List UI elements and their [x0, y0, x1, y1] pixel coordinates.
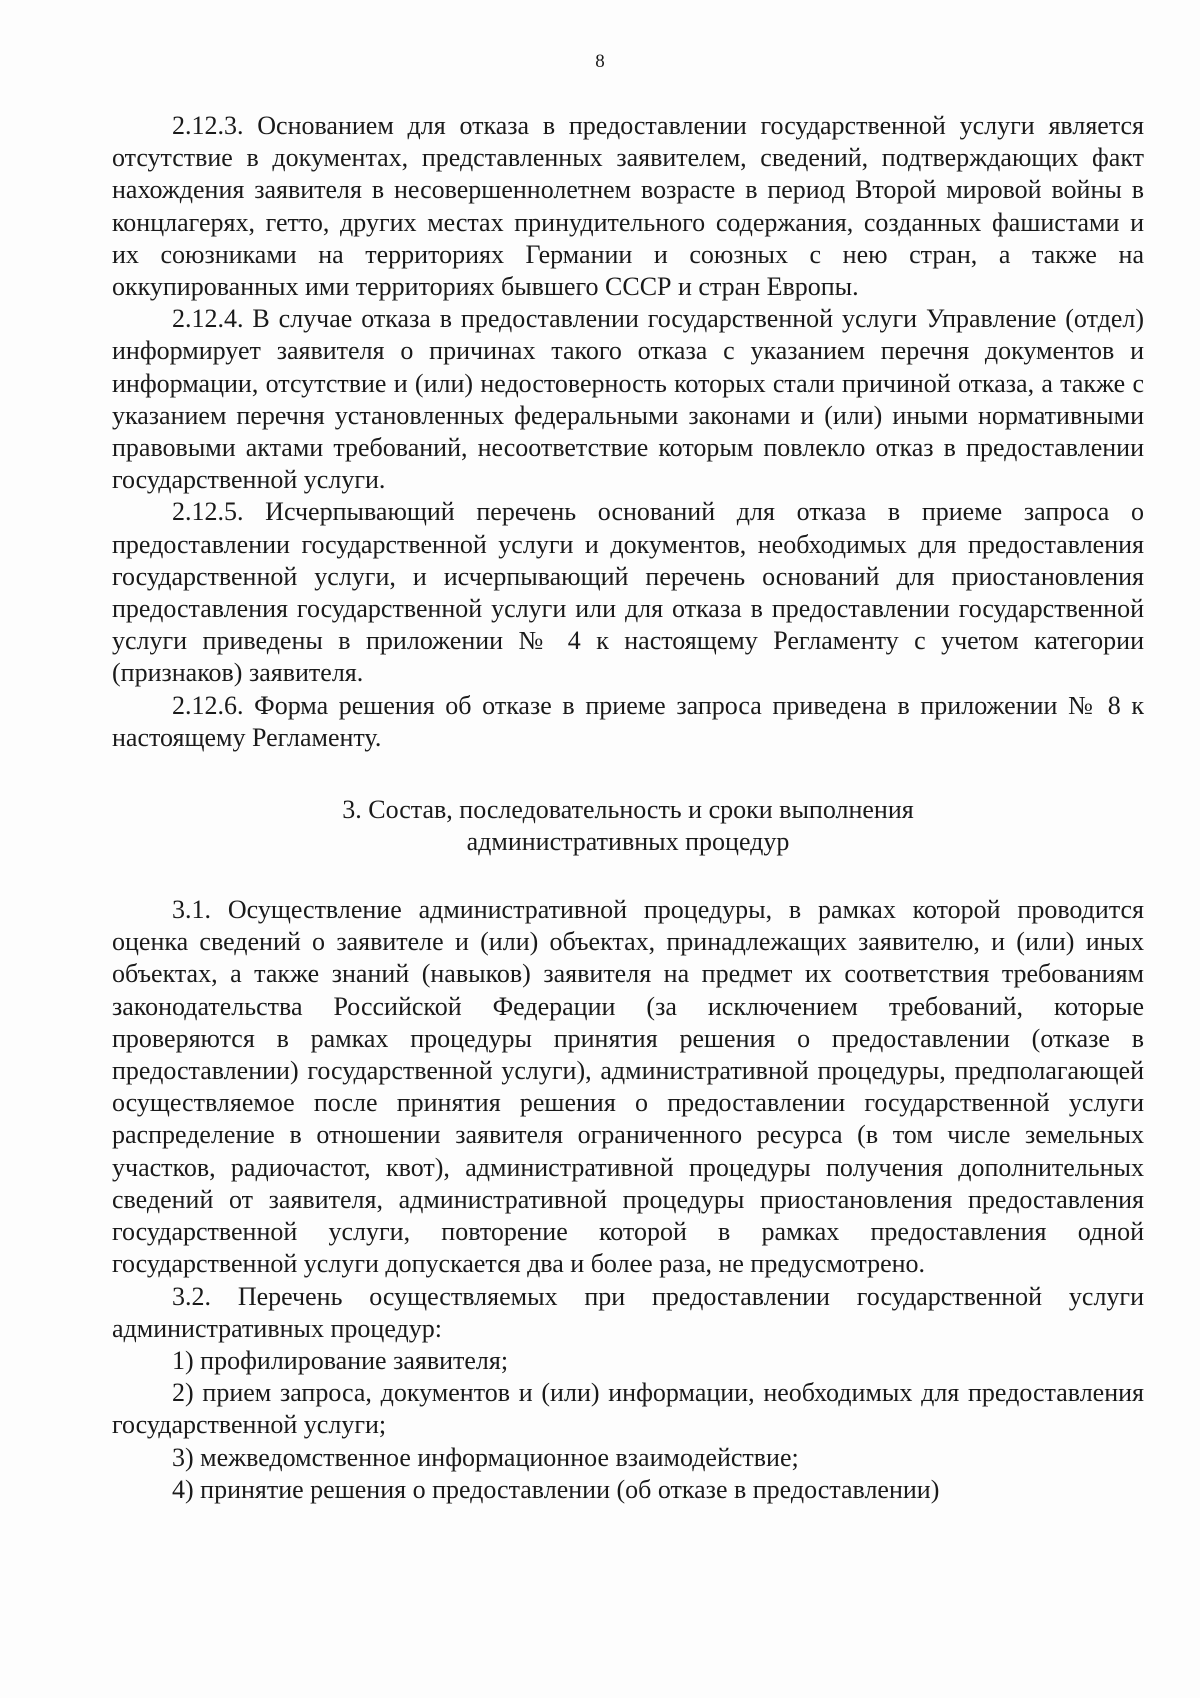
list-item: 2) прием запроса, документов и (или) информации, необходимых для предоставления государственной услуги; [112, 1378, 1144, 1440]
list-item: 3) межведомственное информационное взаимодействие; [172, 1442, 799, 1472]
paragraph-2-12-4: 2.12.4. В случае отказа в предоставлении государственной услуги Управление (отдел) информирует заявителя о причинах такого отказа с указанием перечня документов и информации, отсутствие и (или) недостоверность которых стали причиной отказа, а также с указанием перечня установленных федеральными законами и (или) иными нормативными правовыми актами требований, несоответствие которым повлекло отказ в предоставлении государственной услуги. [112, 304, 1144, 495]
section-heading-line-1: 3. Состав, последовательность и сроки выполнения [342, 795, 914, 825]
paragraph-3-1: 3.1. Осуществление административной процедуры, в рамках которой проводится оценка сведений о заявителе и (или) объектах, принадлежащих заявителю, и (или) иных объектах, а также знаний (навыков) заявителя на предмет их соответствия требованиям законодательства Российской Федерации (за исключением требований, которые проверяются в рамках процедуры принятия решения о предоставлении (отказе в предоставлении) государственной услуги), административной процедуры, предполагающей осуществляемое после принятия решения о предоставлении государственной услуги распределение в отношении заявителя ограниченного ресурса (в том числе земельных участков, радиочастот, квот), административной процедуры получения дополнительных сведений от заявителя, административной процедуры приостановления предоставления государственной услуги, повторение которой в рамках предоставления одной государственной услуги допускается два и более раза, не предусмотрено. [112, 895, 1144, 1279]
document-body [112, 110, 1144, 1506]
paragraph-2-12-5: 2.12.5. Исчерпывающий перечень оснований для отказа в приеме запроса о предоставлении государственной услуги и документов, необходимых для предоставления государственной услуги, и исчерпывающий перечень оснований для приостановления предоставления государственной услуги или для отказа в предоставлении государственной услуги приведены в приложении № 4 к настоящему Регламенту с учетом категории (признаков) заявителя. [112, 497, 1144, 688]
section-heading-line-2: административных процедур [466, 827, 790, 857]
list-item: 1) профилирование заявителя; [172, 1345, 509, 1375]
section-3-heading [112, 794, 1144, 858]
page-number: 8 [595, 51, 605, 72]
paragraph-2-12-6: 2.12.6. Форма решения об отказе в приеме запроса приведена в приложении № 8 к настоящему Регламенту. [112, 690, 1144, 752]
list-item: 4) принятие решения о предоставлении (об отказе в предоставлении) [172, 1474, 940, 1504]
paragraph-2-12-3: 2.12.3. Основанием для отказа в предоставлении государственной услуги является отсутствие в документах, представленных заявителем, сведений, подтверждающих факт нахождения заявителя в несовершеннолетнем возрасте в период Второй мировой войны в концлагерях, гетто, других местах принудительного содержания, созданных фашистами и их союзниками на территориях Германии и союзных с нею стран, а также на оккупированных ими территориях бывшего СССР и стран Европы. [112, 111, 1144, 302]
paragraph-3-2: 3.2. Перечень осуществляемых при предоставлении государственной услуги административных процедур: [112, 1281, 1144, 1343]
